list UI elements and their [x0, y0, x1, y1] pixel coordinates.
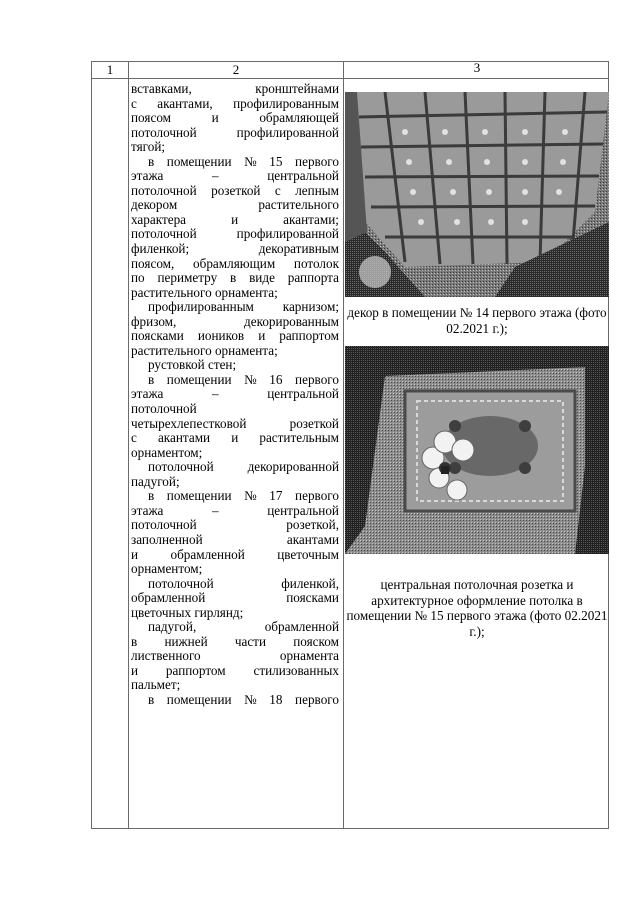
text-word: профилированным [233, 95, 339, 111]
text-word: помещении [166, 691, 232, 707]
text-word: фризом, [131, 313, 177, 329]
text-word: пояском [293, 633, 339, 649]
text-line [131, 300, 339, 315]
photo-caption-room-15: центральная потолочная розетка и архитектурное оформление потолка в помещении № 15 первого этажа (фото 02.2021 г.); [346, 577, 608, 639]
text-word: потолочной [131, 226, 197, 242]
text-line [131, 606, 339, 621]
text-line [131, 82, 339, 97]
text-word: поясками [131, 328, 184, 344]
text-word: с [274, 182, 281, 198]
text-word: и [211, 110, 219, 126]
text-word: 15 [269, 153, 283, 169]
text-word: части [234, 633, 267, 649]
text-word: и [231, 430, 239, 446]
text-word: первого [295, 371, 339, 387]
text-word: и [131, 546, 139, 562]
text-line [131, 504, 339, 519]
text-word: акантами [286, 531, 339, 547]
text-word: в [148, 691, 155, 707]
text-word: 16 [269, 371, 283, 387]
text-word: центральной [267, 502, 339, 518]
text-word: растительного [258, 197, 339, 213]
text-word: потолочной [148, 575, 214, 591]
text-word: помещении [166, 371, 232, 387]
text-word: в [148, 153, 155, 169]
text-line [131, 475, 339, 490]
ceiling-photo-room-14 [345, 92, 609, 297]
text-word: профилированным [148, 299, 254, 315]
column-header-1: 1 [106, 62, 114, 77]
text-word: орнамента [279, 648, 339, 664]
text-line [131, 111, 339, 126]
text-line [131, 562, 339, 577]
text-word: декорированным [244, 313, 339, 329]
text-line [131, 518, 339, 533]
text-line [131, 126, 339, 141]
text-line [131, 169, 339, 184]
column-header-3: 3 [473, 60, 481, 75]
text-line [131, 489, 339, 504]
column-header-2: 2 [232, 62, 240, 77]
text-word: розеткой [211, 182, 261, 198]
text-line [131, 257, 339, 272]
text-word: – [212, 502, 219, 518]
text-word: помещении [166, 488, 232, 504]
text-word: падугой, [148, 619, 197, 635]
text-word: – [212, 386, 219, 402]
text-word: этажа [131, 502, 164, 518]
text-line [131, 431, 339, 446]
text-word: потолочной [148, 459, 214, 475]
text-line [131, 446, 339, 461]
text-word: и [131, 662, 139, 678]
text-word: иоников [197, 328, 245, 344]
text-word: потолочной [131, 401, 197, 417]
text-word: обрамленной [131, 590, 206, 606]
column-divider [343, 62, 344, 828]
header-divider [92, 78, 608, 79]
text-word: первого [295, 691, 339, 707]
text-line [131, 678, 339, 693]
text-word: этажа [131, 386, 164, 402]
text-line [131, 635, 339, 650]
text-line [131, 271, 339, 286]
text-line [131, 242, 339, 257]
text-word: декором [131, 197, 178, 213]
text-word: – [212, 168, 219, 184]
text-word: потолочной [131, 182, 197, 198]
text-line [131, 460, 339, 475]
text-line [131, 358, 339, 373]
text-word: характера [131, 211, 187, 227]
text-line [131, 387, 339, 402]
text-word: виде [249, 270, 275, 286]
column-divider [128, 62, 129, 828]
text-word: профилированной [236, 226, 339, 242]
text-line [131, 155, 339, 170]
text-word: заполненной [131, 531, 203, 547]
text-word: центральной [267, 168, 339, 184]
text-word: акантами [157, 430, 211, 446]
text-word: поясом, [131, 255, 175, 271]
text-line [131, 344, 339, 359]
text-line [131, 620, 339, 635]
text-line [131, 402, 339, 417]
text-line [131, 198, 339, 213]
text-line [131, 693, 339, 708]
text-word: потолочной [131, 517, 197, 533]
text-line [131, 140, 339, 155]
text-word: цветочным [277, 546, 339, 562]
text-word: по [131, 270, 145, 286]
text-word: первого [295, 488, 339, 504]
text-word: раппортом [279, 328, 339, 344]
ceiling-photo-room-15 [345, 346, 609, 554]
photo-caption-room-14: декор в помещении № 14 первого этажа (фото 02.2021 г.); [347, 305, 607, 336]
text-word: первого [295, 153, 339, 169]
text-word: цветочных гирлянд; [131, 604, 244, 620]
text-word: филенкой, [281, 575, 339, 591]
text-word: этажа [131, 168, 164, 184]
text-line [131, 577, 339, 592]
text-line [131, 533, 339, 548]
text-word: падугой; [131, 473, 180, 489]
text-word: лепным [295, 182, 339, 198]
text-word: декоративным [258, 241, 339, 257]
text-word: обрамленной [170, 546, 245, 562]
text-word: карнизом; [282, 299, 339, 315]
description-text [131, 82, 339, 708]
text-word: в [148, 371, 155, 387]
text-word: обрамляющей [259, 110, 339, 126]
text-word: пальмет; [131, 677, 181, 693]
text-word: в [230, 270, 237, 286]
text-word: растительного орнамента; [131, 284, 278, 300]
text-word: с [131, 430, 137, 446]
text-line [131, 286, 339, 301]
text-word: нижней [164, 633, 208, 649]
text-word: и [258, 328, 266, 344]
text-word: обрамленной [264, 619, 339, 635]
text-word: орнаментом; [131, 444, 203, 460]
text-word: кронштейнами [255, 81, 339, 96]
text-line [131, 649, 339, 664]
text-word: акантами; [283, 211, 339, 227]
text-word: четырехлепестковой [131, 415, 247, 431]
text-word: с [131, 95, 137, 111]
text-word: растительного орнамента; [131, 342, 278, 358]
text-line [131, 417, 339, 432]
text-word: вставками, [131, 81, 192, 96]
text-word: поясками [286, 590, 339, 606]
text-line [131, 213, 339, 228]
text-word: тягой; [131, 139, 166, 155]
text-word: № [244, 488, 257, 504]
text-line [131, 97, 339, 112]
text-word: раппортом [165, 662, 226, 678]
text-word: и [231, 211, 239, 227]
text-line [131, 184, 339, 199]
text-line [131, 315, 339, 330]
text-word: орнаментом; [131, 561, 203, 577]
text-word: розеткой, [286, 517, 339, 533]
text-line [131, 373, 339, 388]
text-line [131, 329, 339, 344]
text-word: центральной [267, 386, 339, 402]
text-word: акантами, [157, 95, 213, 111]
text-word: профилированной [236, 124, 339, 140]
text-word: поясом [131, 110, 172, 126]
text-word: раппорта [287, 270, 339, 286]
text-word: периметру [157, 270, 218, 286]
text-word: в [148, 488, 155, 504]
text-word: 17 [269, 488, 283, 504]
text-word: в [131, 633, 138, 649]
text-word: рустовкой стен; [148, 357, 237, 373]
text-word: стилизованных [253, 662, 339, 678]
text-word: декорированной [247, 459, 339, 475]
text-word: лиственного [131, 648, 201, 664]
text-word: № [244, 371, 257, 387]
text-word: № [244, 691, 257, 707]
text-line [131, 227, 339, 242]
text-line [131, 591, 339, 606]
text-word: обрамляющим [193, 255, 276, 271]
text-word: растительным [259, 430, 339, 446]
text-line [131, 548, 339, 563]
text-word: № [244, 153, 257, 169]
text-word: помещении [166, 153, 232, 169]
text-word: 18 [269, 691, 283, 707]
text-word: филенкой; [131, 241, 190, 257]
text-word: розеткой [289, 415, 339, 431]
text-line [131, 664, 339, 679]
text-word: потолочной [131, 124, 197, 140]
text-word: потолок [293, 255, 339, 271]
